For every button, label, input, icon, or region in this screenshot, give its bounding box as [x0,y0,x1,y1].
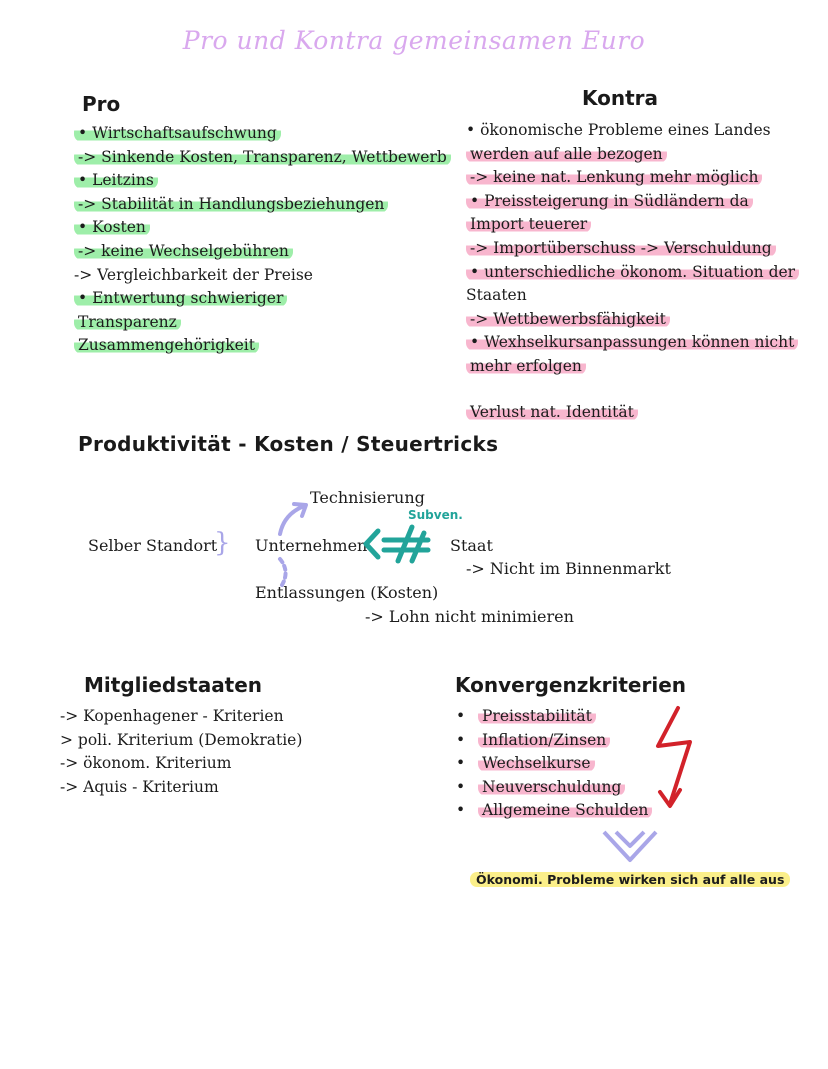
list-item: -> Vergleichbarkeit der Preise [74,265,313,284]
dashed-arrow-down-icon [272,555,302,590]
list-item: werden auf alle bezogen [466,143,799,167]
down-arrow-icon [600,826,660,866]
list-item: mehr erfolgen [466,355,799,379]
list-item: > poli. Kriterium (Demokratie) [60,730,303,749]
list-item: • Preisstabilität [456,705,652,729]
list-item: • Neuverschuldung [456,776,652,800]
list-item: -> Sinkende Kosten, Transparenz, Wettbewerb [74,146,451,170]
list-item: -> keine nat. Lenkung mehr möglich [466,166,799,190]
list-item: • Wechselkurse [456,752,652,776]
list-item: • unterschiedliche ökonom. Situation der [466,261,799,285]
technisierung-label: Technisierung [310,488,425,507]
lightning-arrow-icon [648,704,702,812]
subven-label: Subven. [408,508,463,522]
selber-standort-label: Selber Standort [88,536,218,555]
list-item: • Kosten [74,216,451,240]
list-item: Import teuerer [466,213,799,237]
entlassungen-label: Entlassungen (Kosten) [255,583,439,602]
list-item: • Allgemeine Schulden [456,799,652,823]
arrow-up-icon [270,498,320,538]
brace-icon: } [214,528,231,558]
produktivitaet-heading: Produktivität - Kosten / Steuertricks [78,432,499,456]
not-equal-arrow-icon [360,523,434,565]
list-item: • Entwertung schwieriger [74,287,451,311]
pro-heading: Pro [82,92,121,116]
list-item: Staaten [466,286,527,305]
page-title: Pro und Kontra gemeinsamen Euro [182,26,646,55]
mitgliedstaaten-heading: Mitgliedstaaten [84,673,263,697]
list-item: -> Kopenhagener - Kriterien [60,707,284,725]
mitgliedstaaten-list [60,705,302,799]
list-item: -> keine Wechselgebühren [74,240,451,264]
lohn-label: -> Lohn nicht minimieren [365,607,574,626]
list-item: • Leitzins [74,169,451,193]
list-item: -> Wettbewerbsfähigkeit [466,308,799,332]
list-item: • Wexhselkursanpassungen können nicht [466,331,799,355]
list-item: Transparenz [74,311,451,335]
kontra-heading: Kontra [582,86,659,110]
list-item: • Preissteigerung in Südländern da [466,190,799,214]
konvergenz-list [456,705,652,823]
list-item: -> Aquis - Kriterium [60,777,219,796]
kontra-extra: Verlust nat. Identität [466,401,638,425]
binnenmarkt-label: -> Nicht im Binnenmarkt [466,559,671,578]
unternehmen-label: Unternehmen [255,536,368,555]
list-item: Zusammengehörigkeit [74,334,451,358]
list-item: -> Importüberschuss -> Verschuldung [466,237,799,261]
list-item: • Inflation/Zinsen [456,729,652,753]
conclusion-text: Ökonomi. Probleme wirken sich auf alle aus [470,872,790,887]
list-item: • Wirtschaftsaufschwung [74,122,451,146]
konvergenz-heading: Konvergenzkriterien [455,673,687,697]
pro-list [74,122,451,358]
list-item: -> ökonom. Kriterium [60,754,232,773]
list-item: • ökonomische Probleme eines Landes [466,121,771,139]
kontra-list [466,119,799,379]
staat-label: Staat [450,536,493,555]
list-item: -> Stabilität in Handlungsbeziehungen [74,193,451,217]
